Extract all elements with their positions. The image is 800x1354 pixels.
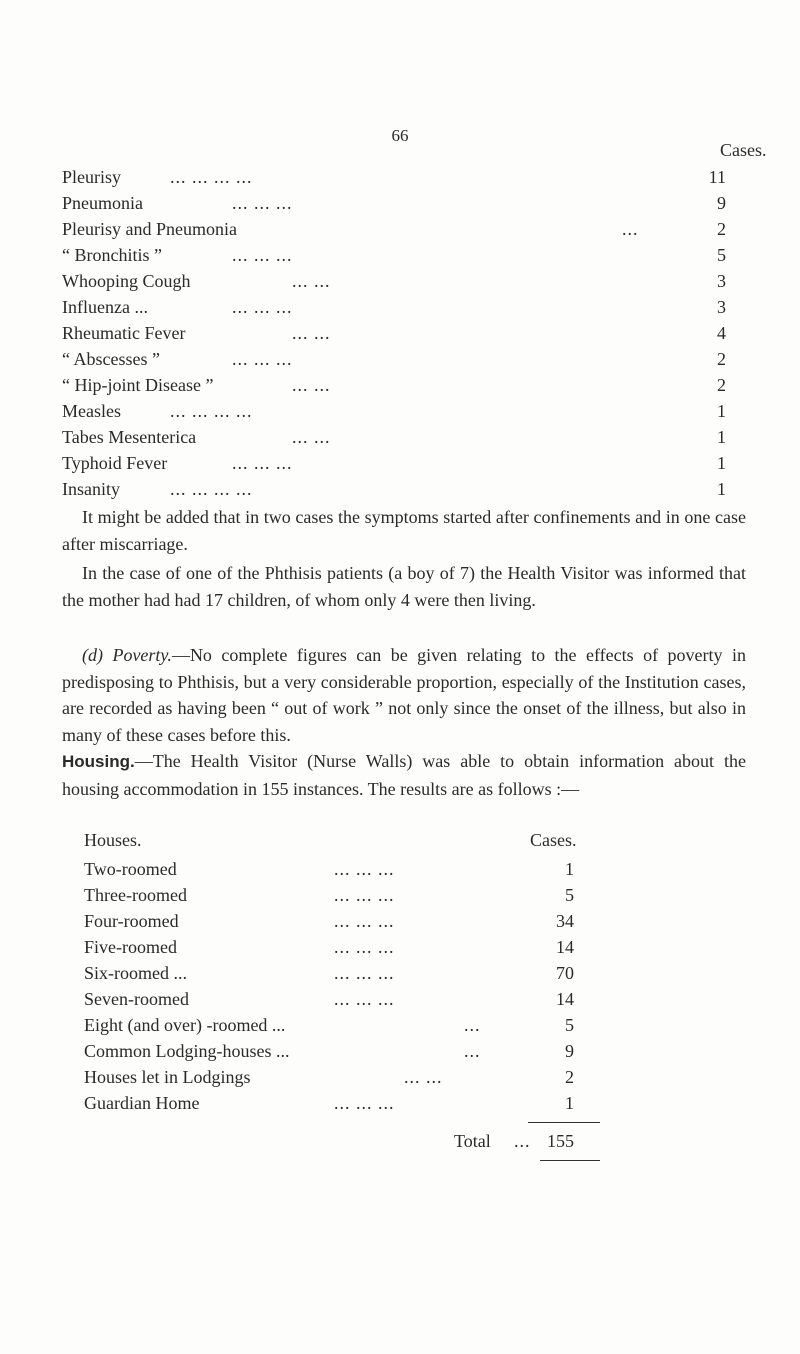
housing-text: —The Health Visitor (Nurse Walls) was able to obtain information about the housing accommodation in 155 instances. The results are as follows :— bbox=[62, 751, 746, 799]
table-row bbox=[62, 320, 762, 346]
table-row bbox=[62, 216, 762, 242]
table-row bbox=[84, 986, 604, 1012]
housing-col-cases: Cases. bbox=[530, 830, 577, 850]
row-label: Common Lodging-houses ... bbox=[84, 1041, 290, 1061]
total-label: Total bbox=[454, 1131, 491, 1151]
row-label: Four-roomed bbox=[84, 911, 179, 931]
leader-dots: ... ... bbox=[404, 1067, 443, 1087]
table-row bbox=[84, 882, 604, 908]
row-value: 34 bbox=[556, 911, 574, 931]
row-label: Whooping Cough bbox=[62, 271, 191, 291]
table-row bbox=[62, 164, 762, 190]
row-label: Tabes Mesenterica bbox=[62, 427, 197, 447]
row-value: 2 bbox=[717, 219, 726, 239]
row-value: 1 bbox=[717, 479, 726, 499]
row-label: Houses let in Lodgings bbox=[84, 1067, 251, 1087]
row-value: 1 bbox=[717, 401, 726, 421]
leader-dots: ... ... ... bbox=[232, 349, 293, 369]
row-label: Measles bbox=[62, 401, 121, 421]
leader-dots: ... bbox=[622, 219, 639, 239]
row-label: Typhoid Fever bbox=[62, 453, 168, 473]
diseases-header: Cases. bbox=[720, 140, 767, 160]
total-value: 155 bbox=[547, 1131, 574, 1151]
row-value: 1 bbox=[717, 427, 726, 447]
row-label: Three-roomed bbox=[84, 885, 187, 905]
row-label: Pleurisy and Pneumonia bbox=[62, 219, 237, 239]
poverty-heading: (d) Poverty. bbox=[82, 645, 172, 665]
row-label: Pneumonia bbox=[62, 193, 143, 213]
leader-dots: ... ... ... bbox=[334, 989, 395, 1009]
row-label: Five-roomed bbox=[84, 937, 177, 957]
table-row bbox=[62, 190, 762, 216]
row-value: 4 bbox=[717, 323, 726, 343]
page-number: 66 bbox=[391, 126, 409, 145]
row-value: 1 bbox=[565, 1093, 574, 1113]
row-value: 70 bbox=[556, 963, 574, 983]
leader-dots: ... ... ... bbox=[334, 859, 395, 879]
table-row bbox=[84, 856, 604, 882]
row-label: Guardian Home bbox=[84, 1093, 200, 1113]
leader-dots: ... ... ... ... bbox=[170, 479, 253, 499]
table-row bbox=[62, 398, 762, 424]
total-rule-bottom bbox=[540, 1160, 600, 1161]
row-label: “ Abscesses ” bbox=[62, 349, 160, 369]
row-label: “ Hip-joint Disease ” bbox=[62, 375, 214, 395]
leader-dots: ... ... bbox=[292, 323, 331, 343]
row-value: 2 bbox=[565, 1067, 574, 1087]
table-row bbox=[84, 1012, 604, 1038]
row-value: 5 bbox=[565, 1015, 574, 1035]
table-row bbox=[62, 372, 762, 398]
row-label: Influenza ... bbox=[62, 297, 148, 317]
row-value: 5 bbox=[717, 245, 726, 265]
leader-dots: ... ... bbox=[292, 271, 331, 291]
row-value: 11 bbox=[708, 167, 726, 187]
table-row bbox=[62, 450, 762, 476]
paragraph-confinements: It might be added that in two cases the symptoms started after confinements and in one case after miscarriage. bbox=[62, 507, 746, 554]
row-value: 5 bbox=[565, 885, 574, 905]
leader-dots: ... ... ... bbox=[334, 963, 395, 983]
total-row bbox=[84, 1128, 604, 1154]
leader-dots: ... ... bbox=[292, 427, 331, 447]
housing-col-houses: Houses. bbox=[84, 830, 142, 850]
table-row bbox=[62, 268, 762, 294]
table-row bbox=[84, 1064, 604, 1090]
row-value: 2 bbox=[717, 349, 726, 369]
row-label: Pleurisy bbox=[62, 167, 122, 187]
table-row bbox=[84, 908, 604, 934]
leader-dots: ... ... ... bbox=[334, 885, 395, 905]
leader-dots: ... ... ... bbox=[334, 911, 395, 931]
leader-dots: ... ... ... ... bbox=[170, 401, 253, 421]
table-row bbox=[84, 1038, 604, 1064]
paragraph-poverty bbox=[62, 642, 746, 748]
leader-dots: ... ... ... bbox=[232, 297, 293, 317]
poverty-text: —No complete figures can be given relating to the effects of poverty in predisposing to Phthisis, but a very considerable proportion, especially of the Institution cases, are recorded as having been “ out of work ” not only since the onset of the illness, but also in many of these cases before this. bbox=[62, 645, 746, 745]
leader-dots: ... ... ... bbox=[232, 245, 293, 265]
row-label: Rheumatic Fever bbox=[62, 323, 186, 343]
leader-dots: ... bbox=[464, 1041, 481, 1061]
leader-dots: ... bbox=[464, 1015, 481, 1035]
table-row bbox=[62, 424, 762, 450]
row-value: 2 bbox=[717, 375, 726, 395]
table-row bbox=[84, 934, 604, 960]
row-label: Two-roomed bbox=[84, 859, 177, 879]
leader-dots: ... ... bbox=[292, 375, 331, 395]
row-value: 14 bbox=[556, 937, 574, 957]
paragraph-phthisis-patient: In the case of one of the Phthisis patients (a boy of 7) the Health Visitor was informed that the mother had had 17 children, of whom only 4 were then living. bbox=[62, 563, 746, 610]
leader-dots: ... ... ... bbox=[334, 937, 395, 957]
row-label: Insanity bbox=[62, 479, 120, 499]
table-row bbox=[62, 294, 762, 320]
paragraph-housing bbox=[62, 748, 746, 802]
table-row bbox=[84, 1090, 604, 1116]
table-row bbox=[84, 960, 604, 986]
row-label: Six-roomed ... bbox=[84, 963, 187, 983]
row-label: Seven-roomed bbox=[84, 989, 189, 1009]
table-row bbox=[62, 346, 762, 372]
row-value: 3 bbox=[717, 297, 726, 317]
row-value: 9 bbox=[565, 1041, 574, 1061]
leader-dots: ... ... ... bbox=[232, 453, 293, 473]
table-row bbox=[62, 476, 762, 502]
row-value: 9 bbox=[717, 193, 726, 213]
leader-dots: ... ... ... bbox=[334, 1093, 395, 1113]
row-value: 1 bbox=[565, 859, 574, 879]
row-value: 3 bbox=[717, 271, 726, 291]
row-label: Eight (and over) -roomed ... bbox=[84, 1015, 286, 1035]
leader-dots: ... bbox=[514, 1131, 531, 1151]
total-rule-top bbox=[528, 1122, 600, 1123]
table-row bbox=[62, 242, 762, 268]
leader-dots: ... ... ... ... bbox=[170, 167, 253, 187]
row-label: “ Bronchitis ” bbox=[62, 245, 162, 265]
row-value: 14 bbox=[556, 989, 574, 1009]
row-value: 1 bbox=[717, 453, 726, 473]
housing-heading: Housing. bbox=[62, 752, 135, 771]
leader-dots: ... ... ... bbox=[232, 193, 293, 213]
